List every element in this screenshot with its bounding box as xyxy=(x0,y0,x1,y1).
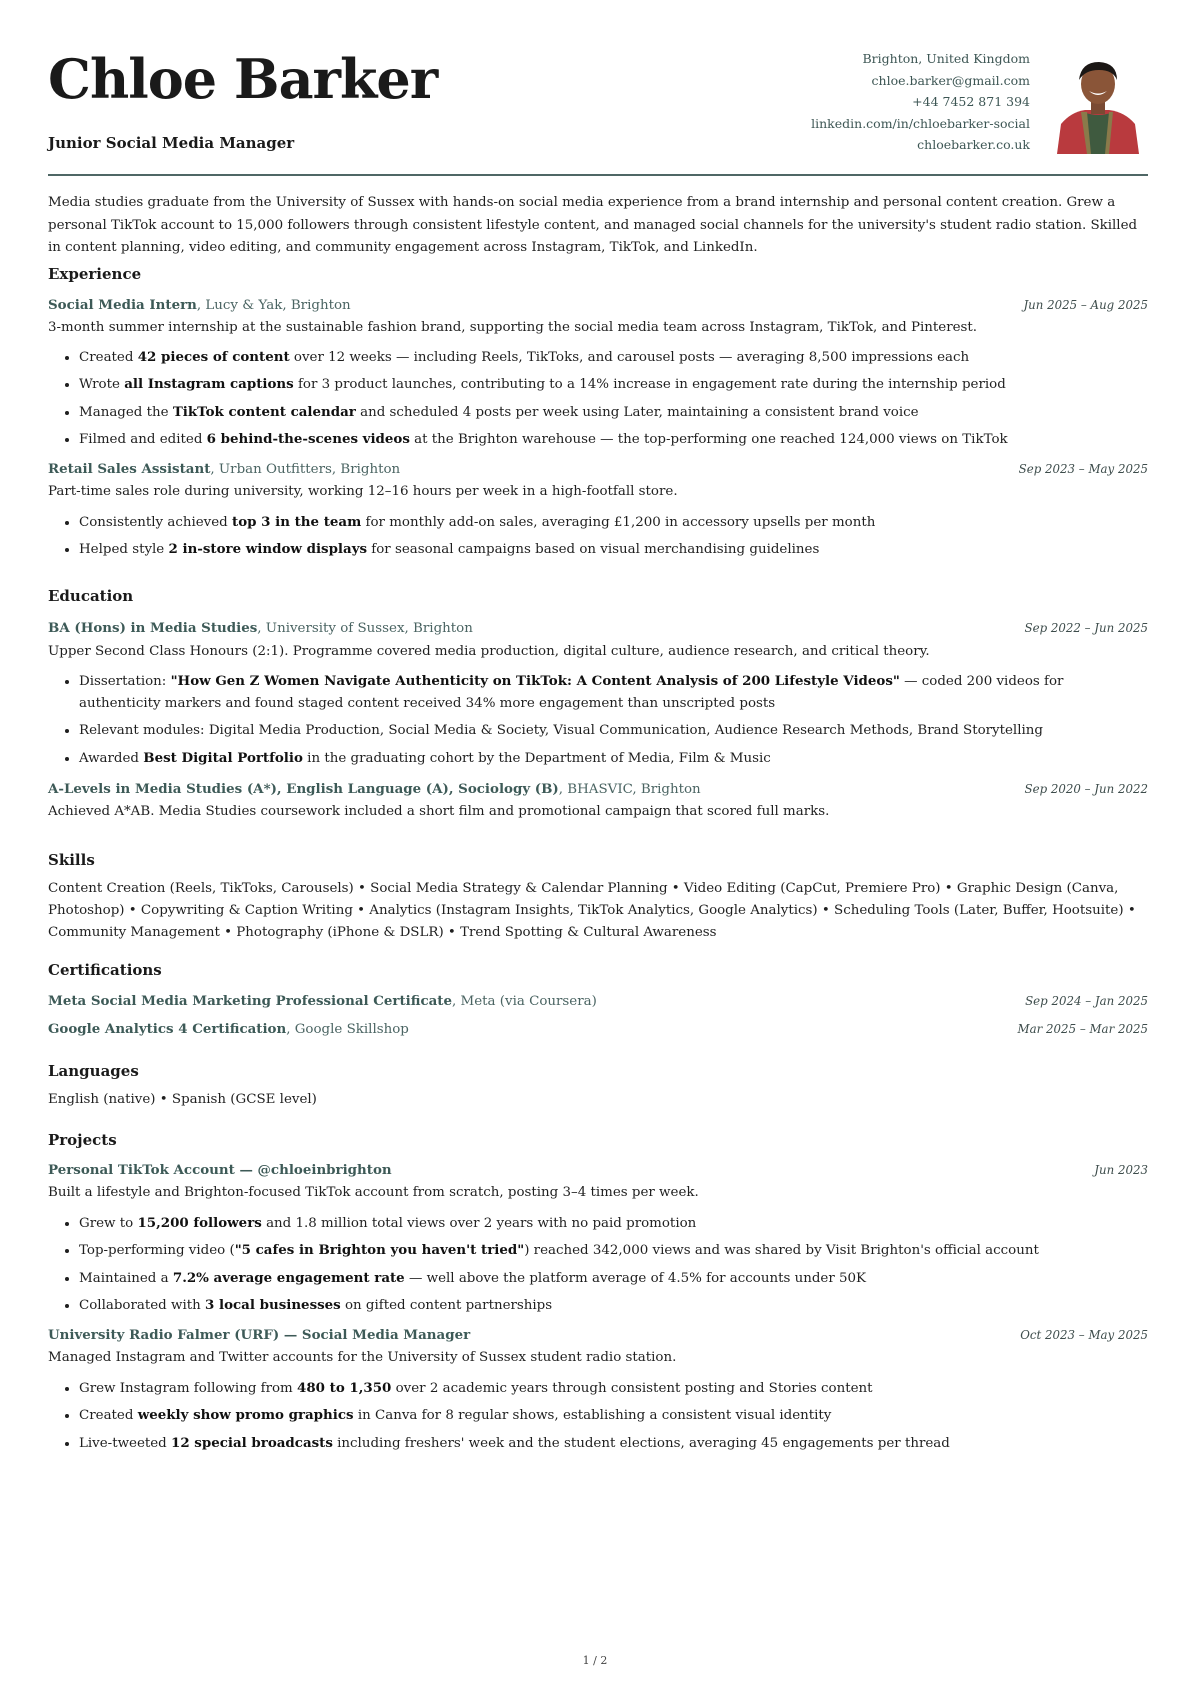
list-item: Created 42 pieces of content over 12 weeks — including Reels, TikToks, and carousel posts — averaging 8,500 impressions each xyxy=(48,346,1148,369)
contact-email[interactable]: chloe.barker@gmail.com xyxy=(871,72,1030,88)
list-item: Managed the TikTok content calendar and scheduled 4 posts per week using Later, maintaining a consistent brand voice xyxy=(48,401,1148,424)
page-indicator: 1 / 2 xyxy=(582,1654,608,1667)
entry-org: , Lucy & Yak, Brighton xyxy=(196,298,351,313)
entry-title: Retail Sales Assistant xyxy=(48,461,211,477)
list-item: Wrote all Instagram captions for 3 product launches, contributing to a 14% increase in engagement rate during the internship period xyxy=(48,373,1148,396)
entry-description: Part-time sales role during university, working 12–16 hours per week in a high-footfall store. xyxy=(48,484,678,499)
experience-entry-header xyxy=(48,295,1148,315)
section-heading-projects: Projects xyxy=(48,1131,117,1149)
contact-block xyxy=(811,48,1030,156)
certification-entry xyxy=(48,991,1148,1011)
skills-list: Content Creation (Reels, TikToks, Carousels) • Social Media Strategy & Calendar Planning • Video Editing (CapCut, Premiere Pro) • Graphic Design (Canva, Photoshop) • Copywriting & Caption Writing • Analytics (Instagram Insights, TikTok Analytics, Google Analytics) • Scheduling Tools (Later, Buffer, Hootsuite) • Community Management • Photography (iPhone & DSLR) • Trend Spotting & Cultural Awareness xyxy=(48,881,1136,940)
list-item: Created weekly show promo graphics in Canva for 8 regular shows, establishing a consistent visual identity xyxy=(48,1404,1148,1427)
section-heading-experience: Experience xyxy=(48,265,142,283)
contact-linkedin[interactable]: linkedin.com/in/chloebarker-social xyxy=(811,115,1030,131)
entry-date: Oct 2023 – May 2025 xyxy=(1020,1328,1148,1342)
entry-title: Meta Social Media Marketing Professional Certificate xyxy=(48,993,453,1009)
project-entry-header xyxy=(48,1325,1148,1345)
professional-summary: Media studies graduate from the University of Sussex with hands-on social media experience from a brand internship and personal content creation. Grew a personal TikTok account to 15,000 followers through consistent lifestyle content, and managed social channels for the university's student radio station. Skilled in content planning, video editing, and community engagement across Instagram, TikTok, and LinkedIn. xyxy=(48,195,1138,255)
entry-title: University Radio Falmer (URF) — Social Media Manager xyxy=(48,1327,471,1343)
list-item: Top-performing video ("5 cafes in Brighton you haven't tried") reached 342,000 views and was shared by Visit Brighton's official account xyxy=(48,1239,1148,1262)
entry-date: Jun 2025 – Aug 2025 xyxy=(1023,298,1148,312)
entry-description: Achieved A*AB. Media Studies coursework included a short film and promotional campaign that scored full marks. xyxy=(48,804,830,819)
entry-org: , Meta (via Coursera) xyxy=(452,994,597,1009)
entry-title: BA (Hons) in Media Studies xyxy=(48,620,258,636)
list-item: Live-tweeted 12 special broadcasts including freshers' week and the student elections, averaging 45 engagements per thread xyxy=(48,1432,1148,1455)
section-heading-languages: Languages xyxy=(48,1062,139,1080)
entry-bullet-list xyxy=(48,346,1148,456)
entry-description: Built a lifestyle and Brighton-focused TikTok account from scratch, posting 3–4 times per week. xyxy=(48,1185,699,1200)
candidate-name: Chloe Barker xyxy=(48,47,438,111)
entry-org: , Google Skillshop xyxy=(286,1022,409,1037)
entry-bullet-list xyxy=(48,511,1148,566)
entry-description: Managed Instagram and Twitter accounts for the University of Sussex student radio station. xyxy=(48,1350,677,1365)
contact-location: Brighton, United Kingdom xyxy=(862,51,1030,66)
education-entry-header xyxy=(48,618,1148,638)
list-item: Helped style 2 in-store window displays for seasonal campaigns based on visual merchandising guidelines xyxy=(48,538,1148,561)
entry-description: Upper Second Class Honours (2:1). Programme covered media production, digital culture, audience research, and critical theory. xyxy=(48,644,930,659)
experience-entry-header xyxy=(48,459,1148,479)
education-entry-header xyxy=(48,779,1148,799)
entry-date: Jun 2023 xyxy=(1094,1163,1148,1177)
avatar-illustration-icon xyxy=(1051,58,1143,154)
list-item: Consistently achieved top 3 in the team for monthly add-on sales, averaging £1,200 in accessory upsells per month xyxy=(48,511,1148,534)
entry-date: Sep 2022 – Jun 2025 xyxy=(1024,621,1148,635)
entry-org: , BHASVIC, Brighton xyxy=(558,782,701,797)
entry-date: Mar 2025 – Mar 2025 xyxy=(1017,1022,1148,1036)
project-entry-header xyxy=(48,1160,1148,1180)
list-item: Collaborated with 3 local businesses on gifted content partnerships xyxy=(48,1294,1148,1317)
candidate-role: Junior Social Media Manager xyxy=(48,134,295,152)
profile-photo xyxy=(1051,58,1143,154)
list-item: Filmed and edited 6 behind-the-scenes videos at the Brighton warehouse — the top-performing one reached 124,000 views on TikTok xyxy=(48,428,1148,451)
entry-bullet-list xyxy=(48,1212,1148,1322)
list-item: Maintained a 7.2% average engagement rate — well above the platform average of 4.5% for accounts under 50K xyxy=(48,1267,1148,1290)
entry-title: A-Levels in Media Studies (A*), English Language (A), Sociology (B) xyxy=(48,781,559,797)
entry-date: Sep 2023 – May 2025 xyxy=(1018,462,1148,476)
entry-bullet-list xyxy=(48,670,1148,774)
entry-bullet-list xyxy=(48,1377,1148,1459)
header-divider xyxy=(48,174,1148,176)
list-item: Awarded Best Digital Portfolio in the graduating cohort by the Department of Media, Film & Music xyxy=(48,747,1148,770)
section-heading-certifications: Certifications xyxy=(48,961,162,979)
contact-phone: +44 7452 871 394 xyxy=(912,94,1030,110)
entry-date: Sep 2020 – Jun 2022 xyxy=(1024,782,1148,796)
contact-website[interactable]: chloebarker.co.uk xyxy=(917,137,1030,153)
entry-org: , University of Sussex, Brighton xyxy=(257,621,473,636)
list-item: Grew to 15,200 followers and 1.8 million total views over 2 years with no paid promotion xyxy=(48,1212,1148,1235)
certification-entry xyxy=(48,1019,1148,1039)
list-item: Relevant modules: Digital Media Production, Social Media & Society, Visual Communication, Audience Research Methods, Brand Storytelling xyxy=(48,719,1148,742)
entry-date: Sep 2024 – Jan 2025 xyxy=(1025,994,1148,1008)
list-item: Dissertation: "How Gen Z Women Navigate Authenticity on TikTok: A Content Analysis of 200 Lifestyle Videos" — coded 200 videos for authenticity markers and found staged content received 34% more engagement than unscripted posts xyxy=(48,670,1148,715)
entry-org: , Urban Outfitters, Brighton xyxy=(210,462,401,477)
entry-title: Social Media Intern xyxy=(48,297,197,313)
entry-description: 3-month summer internship at the sustainable fashion brand, supporting the social media team across Instagram, TikTok, and Pinterest. xyxy=(48,320,978,335)
section-heading-education: Education xyxy=(48,587,134,605)
entry-title: Personal TikTok Account — @chloeinbrighton xyxy=(48,1162,392,1178)
resume-page xyxy=(48,0,1148,1451)
languages-list: English (native) • Spanish (GCSE level) xyxy=(48,1092,317,1107)
entry-title: Google Analytics 4 Certification xyxy=(48,1021,287,1037)
resume-header xyxy=(48,0,1148,176)
list-item: Grew Instagram following from 480 to 1,350 over 2 academic years through consistent posting and Stories content xyxy=(48,1377,1148,1400)
section-heading-skills: Skills xyxy=(48,851,95,869)
